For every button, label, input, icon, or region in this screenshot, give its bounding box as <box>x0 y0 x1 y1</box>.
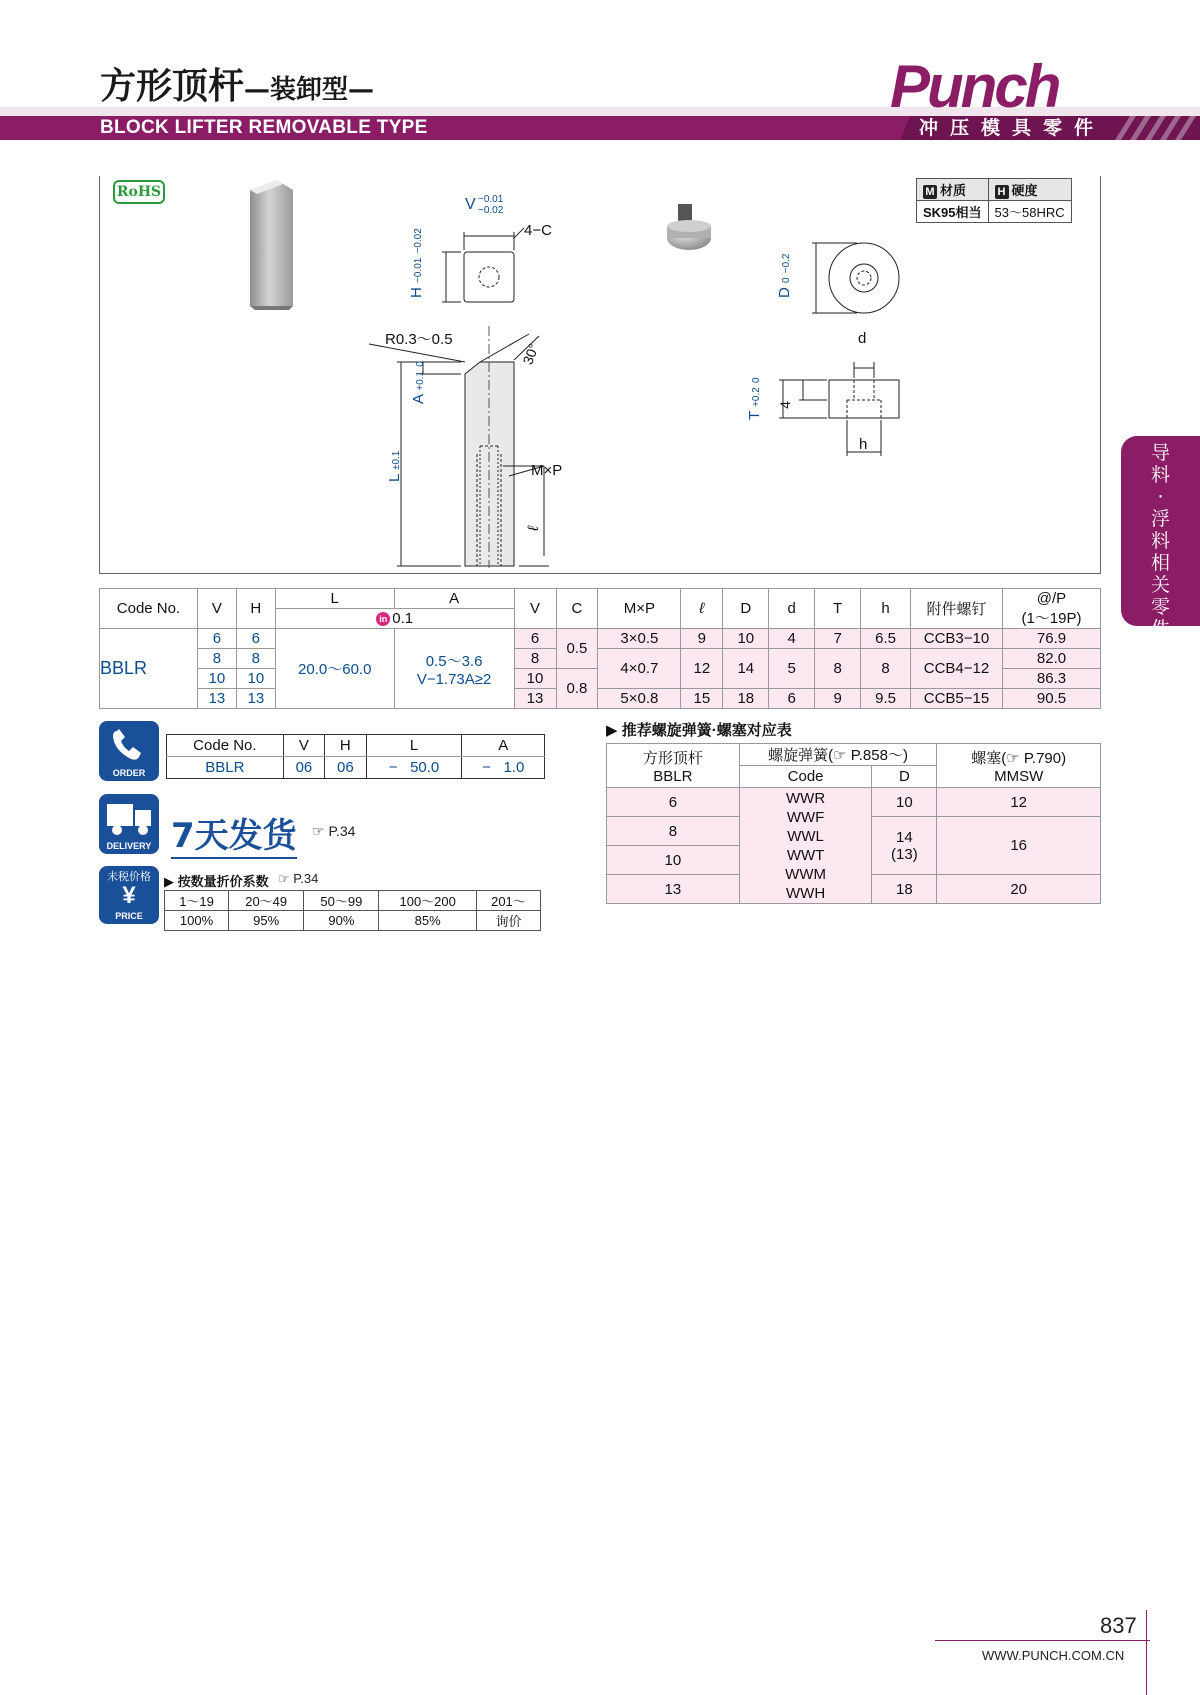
col-v2: V <box>514 589 556 629</box>
spring-table: 方形顶杆 BBLR 螺旋弹簧(☞ P.858～) 螺塞(☞ P.790) MMSW Code D 6 WWR WWF WWL WWT WWM WWH 10 12 8 14 (13) 16 10 13 18 20 <box>606 743 1101 904</box>
spring-table-title: ▶ 推荐螺旋弹簧·螺塞对应表 <box>606 722 792 739</box>
l-range: 20.0～60.0 <box>275 629 394 709</box>
technical-drawing <box>99 176 1101 574</box>
dim-v-tolerance: −0.01 −0.02 <box>478 194 504 216</box>
website-url[interactable]: WWW.PUNCH.COM.CN <box>982 1648 1125 1663</box>
delivery-text: 7天发货 <box>171 808 297 859</box>
logo-tagline: 冲压模具零件 <box>919 117 1106 139</box>
price-icon: 未税价格 ¥ PRICE <box>99 866 159 924</box>
page-number: 837 <box>1100 1613 1137 1638</box>
title-sub: —装卸型— <box>244 75 375 105</box>
discount-table: 1～19 20～49 50～99 100～200 201～ 100% 95% 90% 85% 询价 <box>164 890 541 931</box>
dim-h-label: H −0.01 −0.02 <box>408 228 425 298</box>
plug-side-view <box>829 380 899 418</box>
dim-chamfer: 4−C <box>524 222 552 239</box>
col-l: L <box>275 589 394 609</box>
top-view-square <box>464 252 514 302</box>
footer-vline <box>1146 1610 1147 1695</box>
yen-icon: ¥ <box>122 882 136 909</box>
col-t: T <box>815 589 861 629</box>
dim-v-label: V <box>465 196 476 213</box>
product-photo-lifter <box>250 180 293 310</box>
dim-mxp: M×P <box>531 462 563 479</box>
col-code: Code No. <box>100 589 198 629</box>
dim-d-label: D 0 −0.2 <box>776 253 793 298</box>
table-row: 8 8 8 4×0.7 12 14 5 8 8 CCB4−12 82.0 <box>100 649 1101 669</box>
dim-ell: ℓ <box>524 526 542 531</box>
dim-l-label: L ±0.1 <box>386 450 403 482</box>
code-bblr: BBLR <box>100 629 198 709</box>
delivery-ref: ☞ P.34 <box>312 823 356 839</box>
a-range: 0.5～3.6 V−1.73A≥2 <box>394 629 514 709</box>
col-a: A <box>394 589 514 609</box>
col-screw: 附件螺钉 <box>911 589 1003 629</box>
title-main: 方形顶杆 <box>100 66 245 107</box>
order-example-code: BBLR <box>167 757 284 779</box>
col-h: H <box>236 589 275 629</box>
hardness-value: 53～58HRC <box>988 201 1071 223</box>
col-l-a-tolerance: in 0.1 <box>275 609 514 629</box>
table-row: 10 10 10 0.8 86.3 <box>100 669 1101 689</box>
phone-icon <box>99 721 159 766</box>
hardness-header: H 硬度 <box>988 179 1071 201</box>
spring-codes: WWR WWF WWL WWT WWM WWH <box>739 788 872 904</box>
page-title-en: BLOCK LIFTER REMOVABLE TYPE <box>100 117 428 138</box>
logo-wordmark: Punch <box>890 53 1059 120</box>
dim-d-small: d <box>858 330 867 347</box>
plug-front-view <box>829 243 899 313</box>
dim-t-label: T +0.2 0 <box>746 377 763 420</box>
price-ref: ☞ P.34 <box>278 871 319 886</box>
section-side-tab[interactable]: 导 料 · 浮 料 相 关 零 件 <box>1121 436 1200 626</box>
table-row: BBLR 6 6 20.0～60.0 0.5～3.6 V−1.73A≥2 6 0.5 3×0.5 9 10 4 7 6.5 CCB3−10 76.9 <box>100 629 1101 649</box>
product-photo-plug <box>667 204 711 250</box>
truck-icon <box>99 794 159 839</box>
rohs-badge: RoHS <box>113 180 165 204</box>
side-view-bar <box>465 362 514 566</box>
col-v: V <box>197 589 236 629</box>
spring-col-plug: 螺塞(☞ P.790) MMSW <box>937 744 1101 788</box>
order-icon: ORDER <box>99 721 159 781</box>
spring-col-spring: 螺旋弹簧(☞ P.858～) <box>739 744 937 766</box>
col-price: @/P (1～19P) <box>1002 589 1100 629</box>
col-c: C <box>556 589 598 629</box>
col-ell: ℓ <box>681 589 723 629</box>
order-table: Code No. V H L A BBLR 06 06 − 50.0 − 1.0 <box>166 734 545 779</box>
material-value: SK95相当 <box>917 201 989 223</box>
dim-a-label: A +0.1 0 <box>410 361 427 404</box>
footer-hline <box>935 1640 1150 1641</box>
delivery-icon: DELIVERY <box>99 794 159 854</box>
col-d: D <box>723 589 769 629</box>
col-d-small: d <box>769 589 815 629</box>
table-row: 13 13 13 5×0.8 15 18 6 9 9.5 CCB5−15 90.5 <box>100 689 1101 709</box>
page-title-cn <box>100 58 374 109</box>
spec-table <box>99 588 1101 709</box>
dim-radius: R0.3～0.5 <box>385 331 453 348</box>
dim-four: 4 <box>776 401 793 409</box>
col-h-small: h <box>861 589 911 629</box>
dim-h-small: h <box>859 436 868 453</box>
price-title: ▶ 按数量折价系数 <box>164 874 269 889</box>
spring-col-lifter: 方形顶杆 BBLR <box>607 744 740 788</box>
col-mxp: M×P <box>598 589 681 629</box>
material-header: M 材质 <box>917 179 989 201</box>
dim-angle: 30° <box>519 341 542 367</box>
